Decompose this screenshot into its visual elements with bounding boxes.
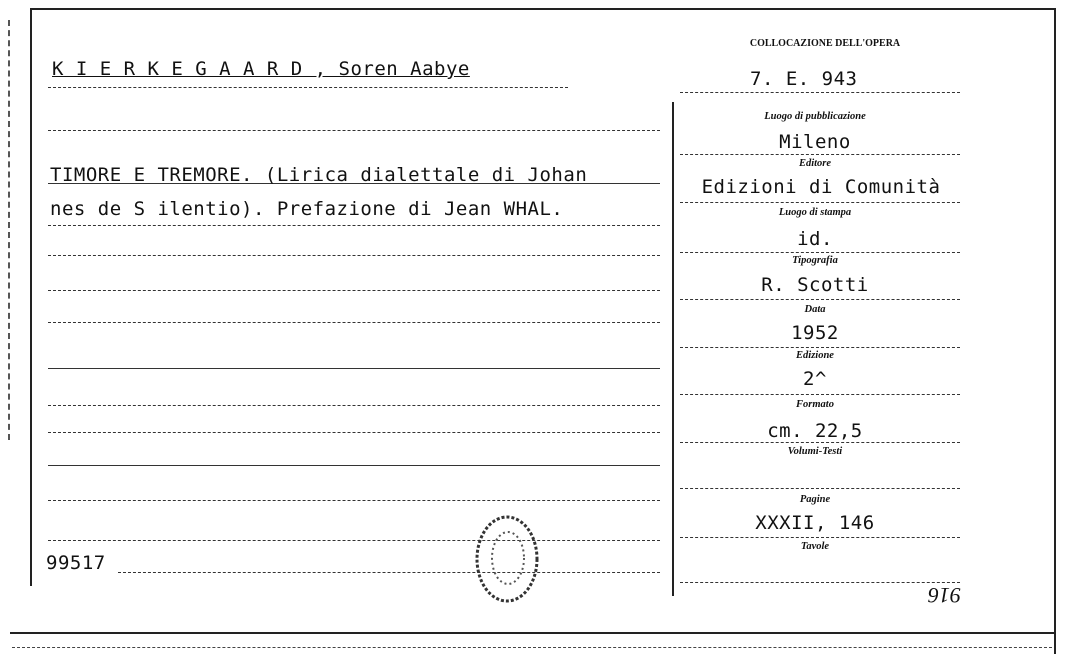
title-line-1: TIMORE E TREMORE. (Lirica dialettale di Johan (50, 164, 588, 186)
rule-tavole (680, 582, 960, 583)
left-rule-9 (48, 432, 660, 433)
rule-data (680, 347, 960, 348)
left-rule-8 (48, 405, 660, 406)
label-editore: Editore (798, 158, 832, 169)
rule-volumi-testi (680, 488, 960, 489)
author-heading: K I E R K E G A A R D , Soren Aabye (52, 58, 470, 80)
value-luogo-pubblicazione: Mileno (779, 131, 851, 153)
card-bottom-inner-line (12, 647, 1052, 648)
label-luogo-pubblicazione: Luogo di pubblicazione (764, 111, 866, 122)
collocazione-value: 7. E. 943 (750, 68, 858, 90)
left-rule-10 (48, 465, 660, 466)
label-volumi-testi: Volumi-Testi (787, 446, 843, 457)
scan-left-margin (8, 20, 10, 440)
left-rule-13 (118, 572, 660, 573)
left-rule-7 (48, 368, 660, 369)
rule-tipografia (680, 299, 960, 300)
author-rule (48, 87, 568, 88)
left-rule-1 (48, 130, 660, 131)
corner-mark: 916 (928, 583, 961, 608)
label-formato: Formato (796, 399, 834, 410)
rule-luogo-stampa (680, 252, 960, 253)
label-luogo-stampa: Luogo di stampa (778, 207, 852, 218)
left-rule-12 (48, 540, 660, 541)
left-rule-6 (48, 322, 660, 323)
left-rule-11 (48, 500, 660, 501)
value-edizione: 2^ (803, 368, 827, 390)
label-tavole: Tavole (800, 541, 830, 552)
label-pagine: Pagine (799, 494, 831, 505)
value-luogo-stampa: id. (797, 228, 833, 250)
inventory-number: 99517 (46, 552, 106, 574)
left-rule-4 (48, 255, 660, 256)
value-data: 1952 (791, 322, 839, 344)
title-line-2: nes de S ilentio). Prefazione di Jean WHAL. (50, 198, 564, 220)
label-data: Data (804, 304, 826, 315)
library-stamp (472, 512, 542, 606)
collocazione-rule (680, 92, 960, 93)
value-formato: cm. 22,5 (767, 420, 863, 442)
rule-formato (680, 442, 960, 443)
left-rule-5 (48, 290, 660, 291)
card-left-edge (30, 8, 32, 586)
value-tipografia: R. Scotti (761, 274, 869, 296)
label-tipografia: Tipografia (792, 255, 838, 266)
card-top-edge (30, 8, 1056, 10)
left-rule-3 (48, 225, 660, 226)
value-editore: Edizioni di Comunità (701, 176, 941, 198)
rule-edizione (680, 394, 960, 395)
value-pagine: XXXII, 146 (755, 512, 875, 534)
card-bottom-edge (10, 632, 1054, 634)
label-edizione: Edizione (796, 350, 834, 361)
rule-luogo-pubblicazione (680, 154, 960, 155)
collocazione-label: COLLOCAZIONE DELL'OPERA (749, 38, 901, 49)
card-right-edge (1054, 8, 1056, 654)
rule-pagine (680, 537, 960, 538)
rule-editore (680, 202, 960, 203)
